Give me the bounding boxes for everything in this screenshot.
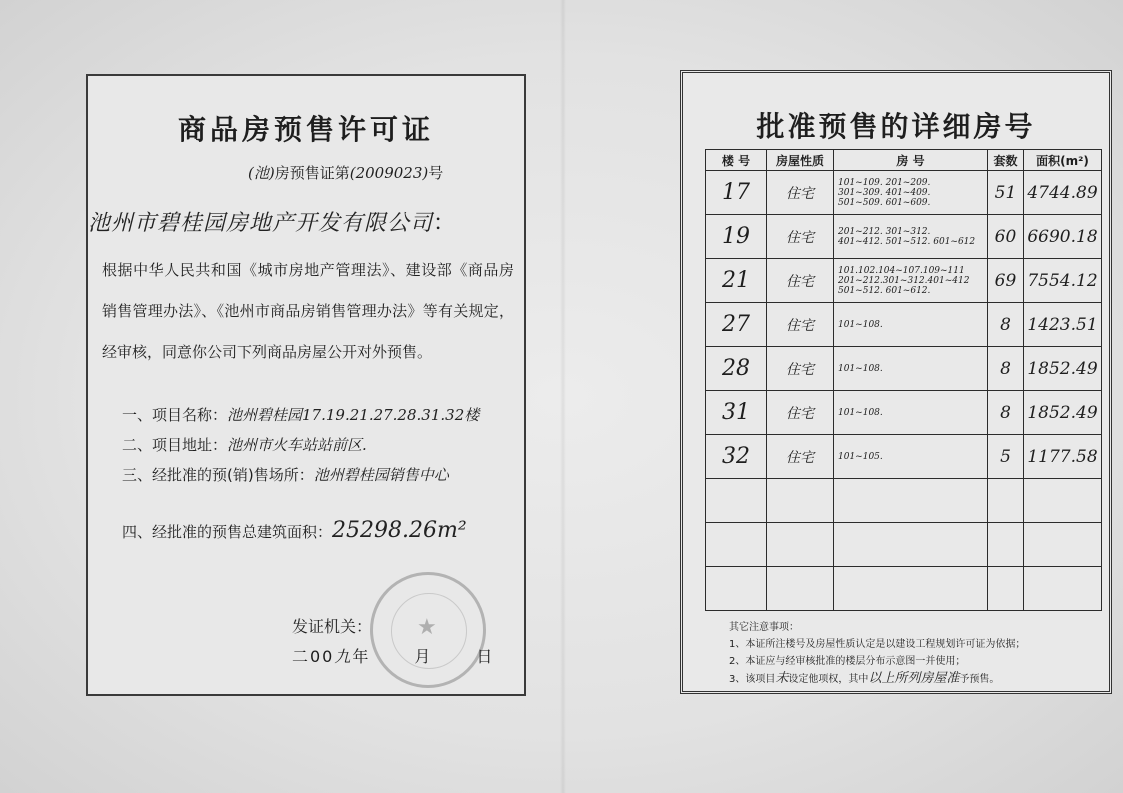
seal-star-icon: ★	[417, 615, 437, 640]
note-1: 1、本证所注楼号及房屋性质认定是以建设工程规划许可证为依据；	[729, 639, 1026, 650]
table-row	[706, 391, 1102, 435]
table-row-empty	[706, 567, 1102, 611]
cert-text-2: 号	[428, 164, 444, 182]
room-range: 301~309. 401~409.	[838, 187, 931, 198]
table-row	[706, 171, 1102, 215]
unit-count: 5	[1000, 446, 1011, 467]
note-3-post: 予预售。	[959, 674, 1000, 685]
unit-detail-panel	[680, 70, 1112, 694]
cert-prefix: (池)	[248, 164, 275, 182]
table-row	[706, 259, 1102, 303]
official-seal	[370, 572, 486, 688]
note-2: 2、本证应与经审核批准的楼层分布示意图一并使用；	[729, 656, 966, 667]
room-range: 101~105.	[838, 451, 883, 462]
building-no: 32	[722, 444, 750, 469]
header-rooms: 房 号	[834, 150, 988, 171]
note-3-pre: 3、该项目	[729, 674, 776, 685]
building-no: 19	[722, 224, 750, 249]
header-building: 楼 号	[706, 150, 767, 171]
house-type: 住宅	[786, 273, 814, 290]
total-area-line	[122, 518, 467, 543]
unit-count: 60	[994, 226, 1017, 247]
house-type: 住宅	[786, 317, 814, 334]
item-label: 三、经批准的预(销)售场所：	[122, 466, 314, 484]
cert-number: (2009023)	[349, 164, 429, 182]
notes-section	[729, 619, 1025, 688]
unit-area: 7554.12	[1027, 270, 1098, 291]
note-3-hw-1: 未	[775, 671, 789, 686]
cert-text-1: 房预售证第	[274, 164, 350, 182]
house-type: 住宅	[786, 405, 814, 422]
item-value: 池州市火车站站前区.	[227, 436, 367, 454]
unit-area: 4744.89	[1027, 182, 1098, 203]
issue-date	[292, 644, 494, 667]
item-value: 池州碧桂园销售中心	[313, 466, 449, 484]
header-count: 套数	[988, 150, 1024, 171]
unit-count: 8	[1000, 402, 1011, 423]
company-name-line	[88, 206, 524, 237]
unit-detail-title: 批准预售的详细房号	[756, 110, 1036, 143]
room-range: 201~212. 301~312.	[838, 226, 931, 237]
room-range: 401~412. 501~512. 601~612	[838, 236, 976, 247]
room-range: 201~212.301~312.401~412	[838, 275, 970, 286]
building-no: 28	[722, 356, 750, 381]
building-no: 21	[722, 268, 750, 293]
permit-panel	[86, 74, 526, 696]
unit-area: 1852.49	[1027, 358, 1098, 379]
project-item	[122, 460, 479, 490]
header-area: 面积(m²)	[1024, 150, 1102, 171]
house-type: 住宅	[786, 449, 814, 466]
table-row-empty	[706, 479, 1102, 523]
date-year: 年	[352, 647, 371, 666]
room-range: 101~108.	[838, 363, 883, 374]
house-type: 住宅	[786, 229, 814, 246]
certificate-number-line	[248, 162, 443, 183]
unit-count: 8	[1000, 314, 1011, 335]
room-range: 101~109. 201~209.	[838, 177, 931, 188]
unit-table	[705, 149, 1102, 611]
date-prefix: 二00	[292, 647, 335, 666]
header-type: 房屋性质	[767, 150, 834, 171]
permit-body-text: 根据中华人民共和国《城市房地产管理法》、建设部《商品房销售管理办法》、《池州市商品房销售管理办法》等有关规定，经审核，同意你公司下列商品房屋公开对外预售。	[102, 261, 514, 361]
unit-area: 1852.49	[1027, 402, 1098, 423]
table-row	[706, 435, 1102, 479]
room-range: 101.102.104~107.109~111	[838, 265, 965, 276]
date-day: 日	[476, 647, 495, 666]
company-suffix: ：	[433, 211, 457, 236]
unit-count: 69	[994, 270, 1017, 291]
item-label: 二、项目地址：	[122, 436, 228, 454]
date-year-hw: 九	[334, 647, 353, 666]
item-value: 池州碧桂园17.19.21.27.28.31.32楼	[227, 406, 480, 424]
building-no: 27	[722, 312, 750, 337]
area-label: 四、经批准的预售总建筑面积：	[122, 523, 333, 541]
building-no: 31	[722, 400, 750, 425]
unit-area: 1177.58	[1027, 446, 1098, 467]
house-type: 住宅	[786, 361, 814, 378]
item-label: 一、项目名称：	[122, 406, 228, 424]
project-items	[122, 400, 479, 490]
note-3-mid: 设定他项权，其中	[788, 674, 869, 685]
company-name: 池州市碧桂园房地产开发有限公司	[88, 211, 434, 236]
unit-count: 8	[1000, 358, 1011, 379]
area-value: 25298.26m²	[332, 518, 467, 543]
date-month: 月	[414, 647, 433, 666]
unit-area: 6690.18	[1027, 226, 1098, 247]
note-3	[729, 670, 1025, 688]
issuing-authority: 发证机关：	[292, 617, 373, 636]
house-type: 住宅	[786, 185, 814, 202]
room-range: 501~509. 601~609.	[838, 197, 931, 208]
table-row	[706, 303, 1102, 347]
project-item	[122, 400, 479, 430]
building-no: 17	[722, 180, 750, 205]
unit-area: 1423.51	[1027, 314, 1098, 335]
table-row	[706, 347, 1102, 391]
room-range: 501~512. 601~612.	[838, 285, 931, 296]
table-row	[706, 215, 1102, 259]
project-item	[122, 430, 479, 460]
table-row-empty	[706, 523, 1102, 567]
notes-title: 其它注意事项：	[729, 622, 799, 633]
room-range: 101~108.	[838, 407, 883, 418]
note-3-hw-2: 以上所列房屋准	[868, 671, 960, 686]
room-range: 101~108.	[838, 319, 883, 330]
unit-count: 51	[994, 182, 1017, 203]
permit-title: 商品房预售许可证	[177, 113, 434, 146]
table-header-row	[706, 150, 1102, 171]
page-fold	[560, 0, 566, 793]
